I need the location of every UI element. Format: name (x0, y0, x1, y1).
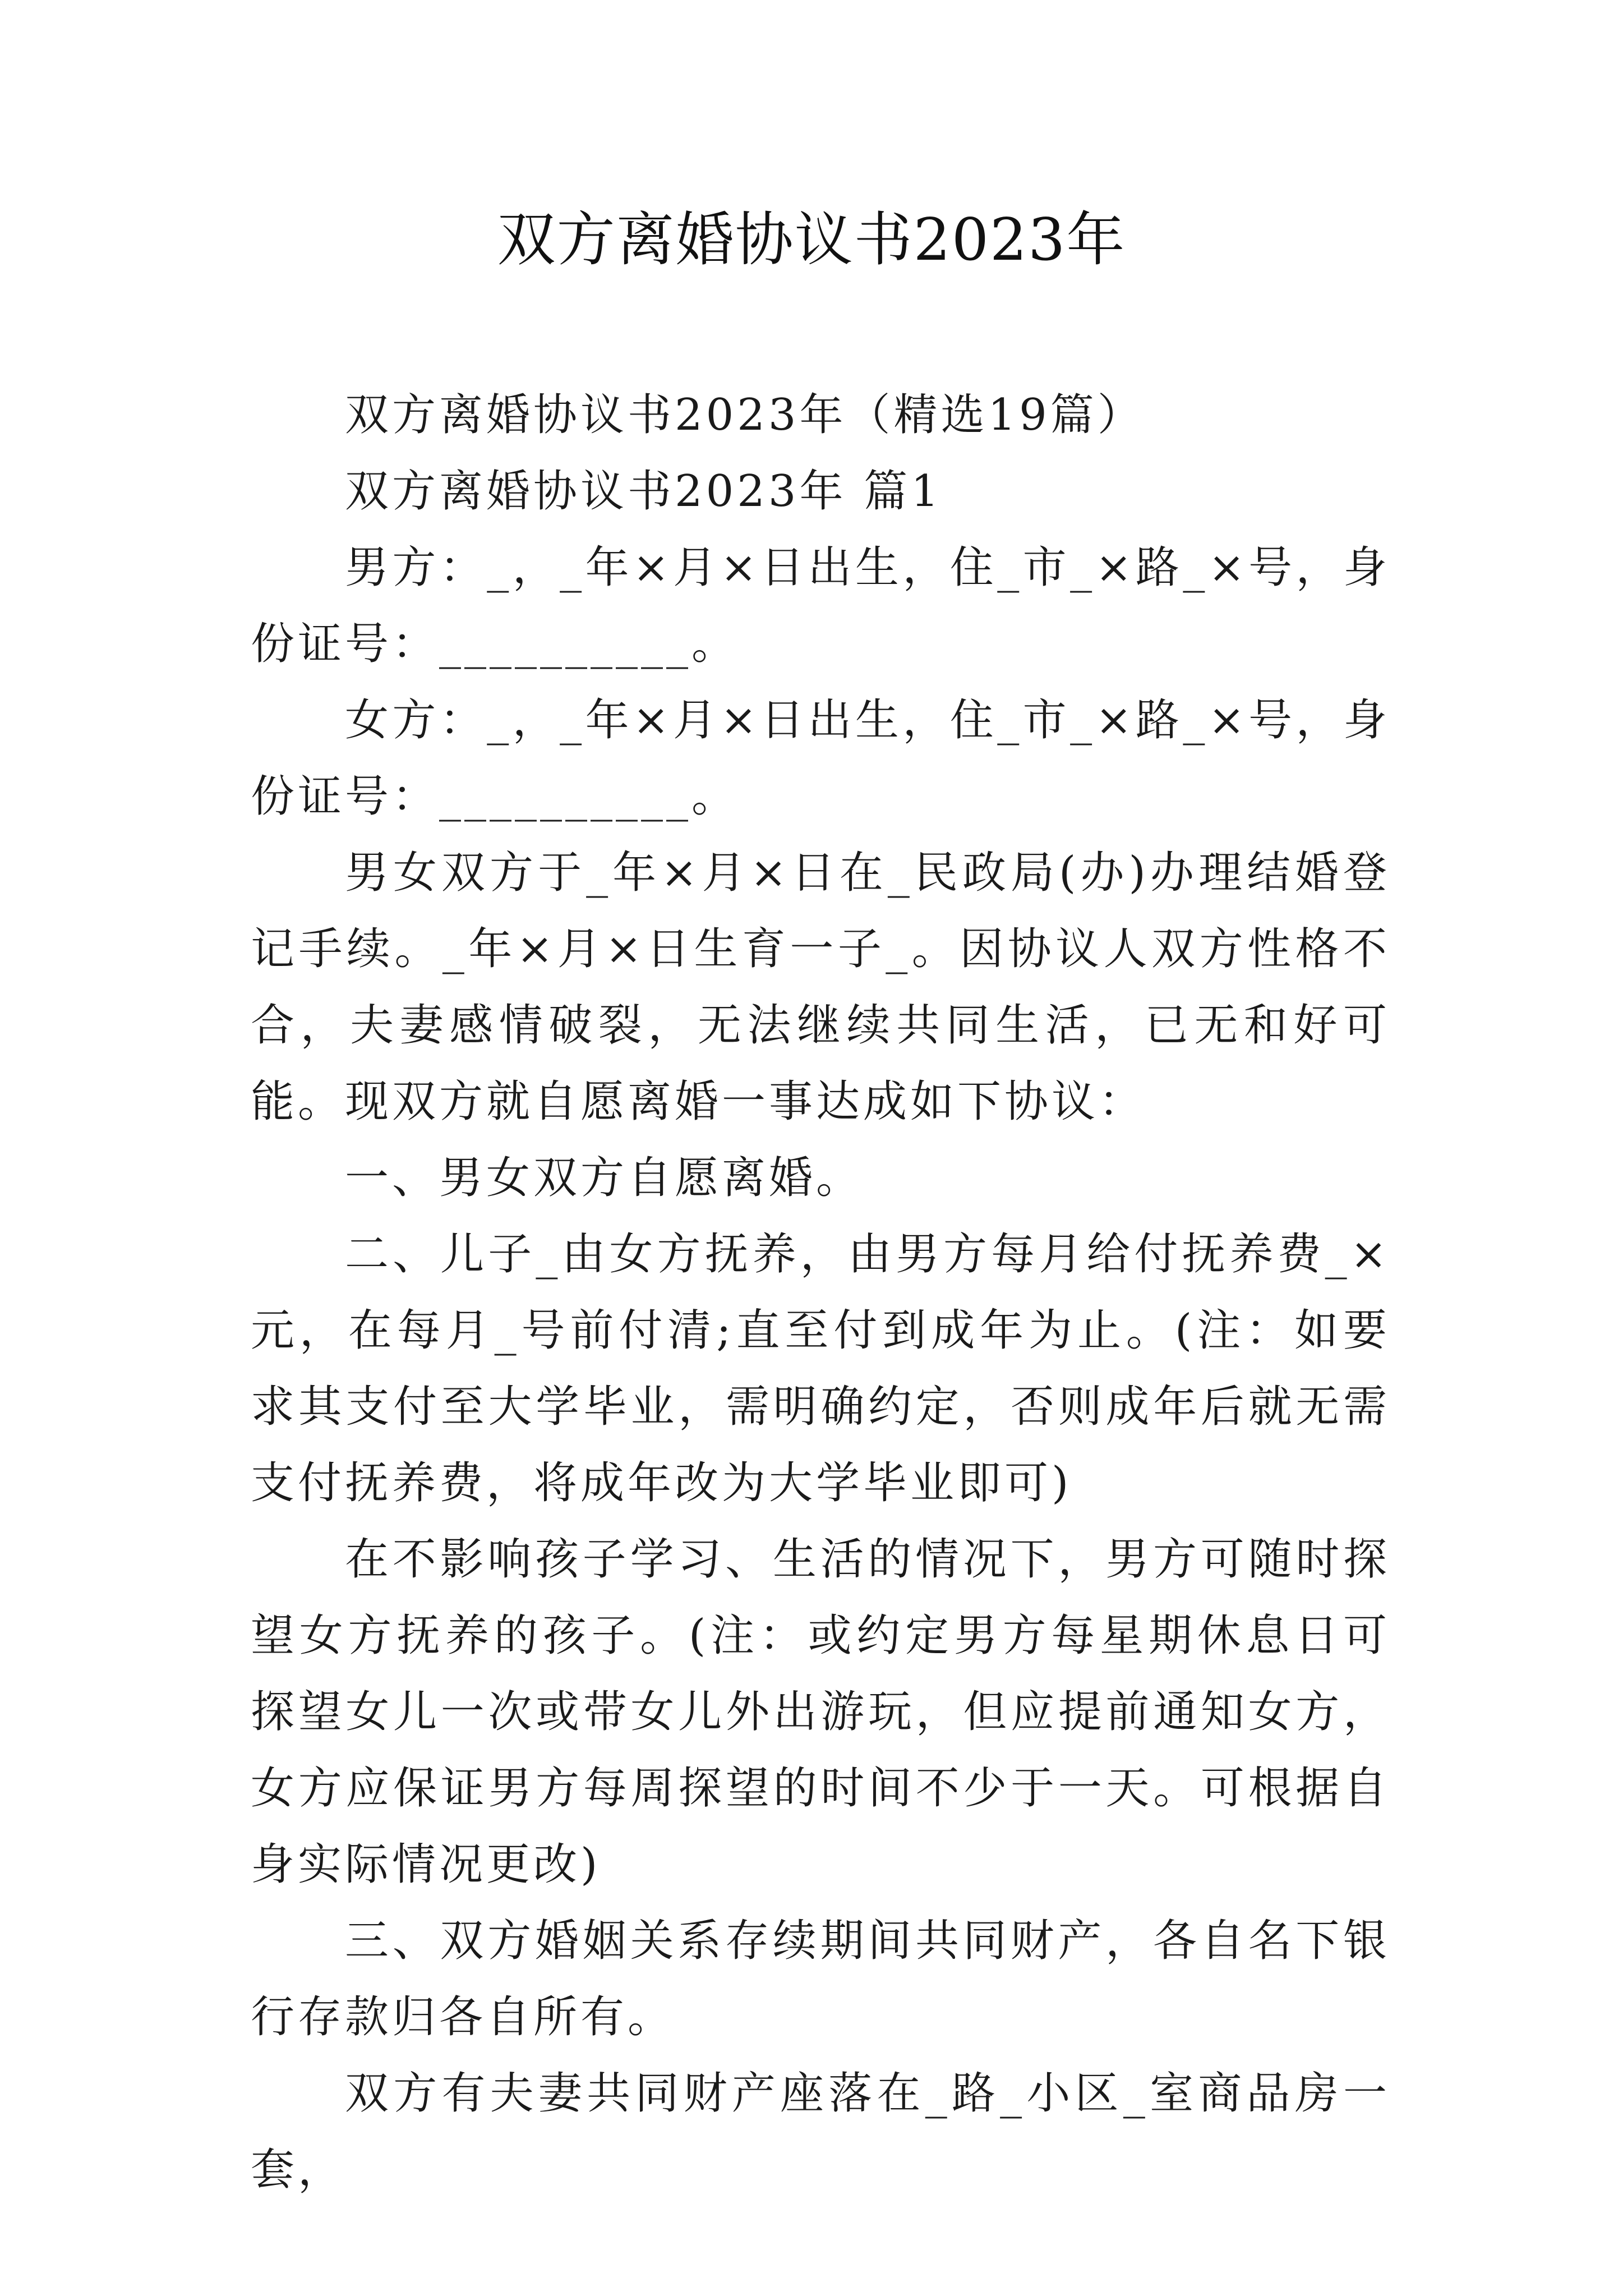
paragraph-clause-3: 三、双方婚姻关系存续期间共同财产，各自名下银行存款归各自所有。 (251, 1916, 1390, 2042)
paragraph-visitation: 在不影响孩子学习、生活的情况下，男方可随时探望女方抚养的孩子。(注：或约定男方每星期休息日可探望女儿一次或带女儿外出游玩，但应提前通知女方，女方应保证男方每周探望的时间不少于一天。可根据自身实际情况更改) (251, 1534, 1390, 1890)
paragraph-female-party: 女方：_，_年×月×日出生，住_市_×路_×号，身份证号：__________。 (251, 695, 1390, 822)
paragraph-marriage-background: 男女双方于_年×月×日在_民政局(办)办理结婚登记手续。_年×月×日生育一子_。因协议人双方性格不合，夫妻感情破裂，无法继续共同生活，已无和好可能。现双方就自愿离婚一事达成如下协议： (251, 848, 1390, 1127)
paragraph-property: 双方有夫妻共同财产座落在_路_小区_室商品房一套， (251, 2068, 1390, 2195)
document-title: 双方离婚协议书2023年 (497, 205, 1126, 274)
paragraph-male-party: 男方：_，_年×月×日出生，住_市_×路_×号，身份证号：__________。 (251, 542, 1390, 669)
document-body (251, 377, 1390, 2208)
paragraph-subtitle: 双方离婚协议书2023年（精选19篇） (345, 390, 1145, 440)
paragraph-clause-2: 二、儿子_由女方抚养，由男方每月给付抚养费_×元，在每月_号前付清;直至付到成年为止。(注：如要求其支付至大学毕业，需明确约定，否则成年后就无需支付抚养费，将成年改为大学毕业即可) (251, 1229, 1390, 1508)
paragraph-clause-1: 一、男女双方自愿离婚。 (345, 1153, 864, 1203)
paragraph-section-heading: 双方离婚协议书2023年 篇1 (345, 466, 942, 517)
